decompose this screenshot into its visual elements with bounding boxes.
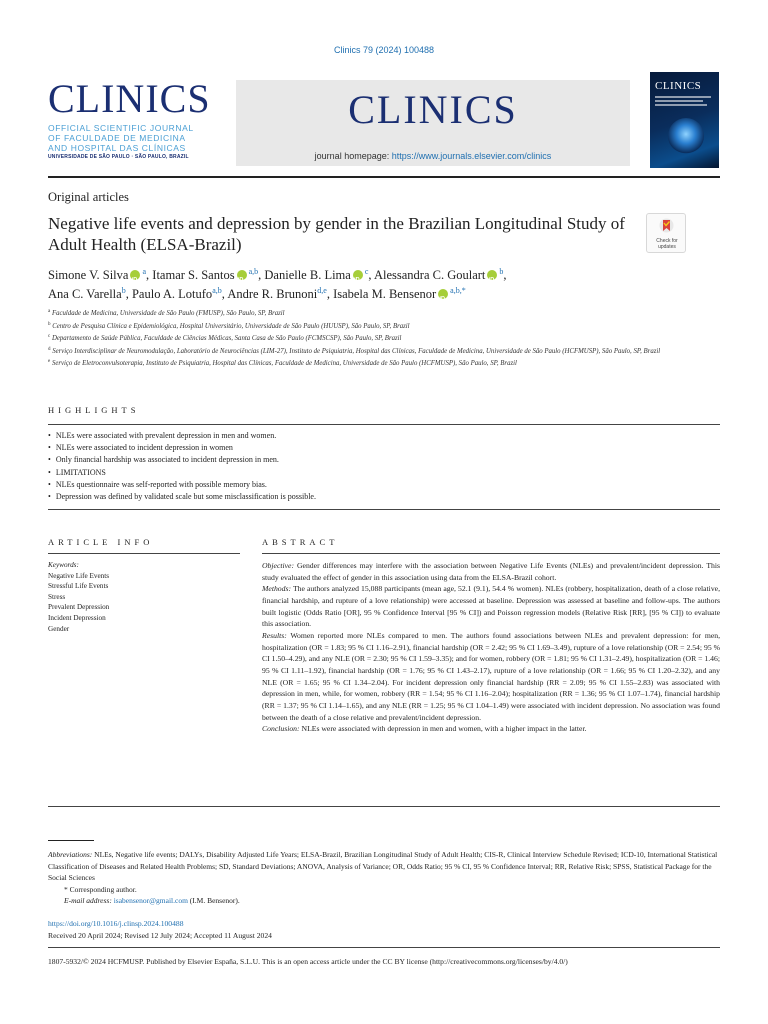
received-dates: Received 20 April 2024; Revised 12 July 2024; Accepted 11 August 2024 [48, 931, 272, 940]
affiliation-text: Serviço de Eletroconvulsoterapia, Instituto de Psiquiatria, Hospital das Clínicas, Faculdade de Medicina, Universidade de São Paulo (HCFMUSP), São Paulo, SP, Brazil [51, 360, 517, 367]
author-affiliation-mark[interactable]: a [142, 267, 147, 276]
author-affiliation-mark[interactable]: c [364, 267, 369, 276]
abstract-methods [262, 583, 720, 630]
journal-reference-link[interactable]: Clinics 79 (2024) 100488 [333, 45, 435, 55]
affiliation-key: e [48, 359, 51, 364]
footnote-rule [48, 840, 94, 841]
affiliation-text: Faculdade de Medicina, Universidade de São Paulo (FMUSP), São Paulo, SP, Brazil [51, 310, 285, 317]
affiliation-item [48, 332, 688, 345]
affiliation-key: b [48, 321, 51, 327]
author-name[interactable]: Itamar S. Santos [152, 268, 235, 282]
divider [48, 806, 720, 807]
cover-text-line [655, 100, 703, 102]
logo-university: UNIVERSIDADE DE SÃO PAULO · SÃO PAULO, BRAZIL [48, 154, 189, 160]
author-affiliation-mark[interactable]: a,b [248, 267, 259, 276]
author-list: Simone V. SilvaiD $^a$, Itamar S. SantosiD $^{a,b}$, Danielle B. LimaiD $^c$, Alessandra C. GoulartiD $^b$, Ana C. Varella$^b$, Paulo A. Lotufo$^{a,b}$, Andre R. Brunoni$^{d,e}$, Isabela M. BensenoriD $^{a,b,*}$ [48, 264, 668, 302]
author-affiliation-mark[interactable]: d,e [317, 286, 327, 295]
author-name[interactable]: Danielle B. Lima [264, 268, 351, 282]
journal-cover-image[interactable] [650, 72, 719, 168]
abstract-objective [262, 560, 720, 583]
author-name[interactable]: Alessandra C. Goulart [373, 268, 486, 282]
abstract-label: Methods: [262, 584, 292, 594]
cover-title: CLINICS [655, 80, 702, 92]
highlight-item: • NLEs were associated to incident depression in women [48, 442, 720, 454]
abstract-conclusion [262, 723, 720, 735]
author-affiliation-mark[interactable]: a,b [212, 286, 222, 295]
abstract-label: Objective: [262, 561, 295, 570]
keyword: Incident Depression [48, 613, 106, 622]
affiliation-item [48, 307, 688, 320]
cover-text-line [655, 96, 711, 98]
crossmark-button[interactable] [646, 213, 686, 253]
banner-title: CLINICS [348, 87, 518, 132]
highlight-item: • LIMITATIONS [48, 467, 720, 479]
logo-subtitle-line: OF FACULDADE DE MEDICINA [48, 133, 186, 143]
affiliation-item [48, 357, 688, 370]
abbreviations-text: NLEs, Negative life events; DALYs, Disability Adjusted Life Years; ELSA-Brazil, Brazilian Longitudinal Study of Adult Health; CIS-R, Clinical Interview Schedule Revised; ICD-10, International Statistical Classification of Diseases and Related Health Problems; SD, Standard Deviations; ANOVA, Analysis of Variance; OR, Odds Ratio; 95 % CI, 95 % Confidence Interval; RR, Relative Risk; SPSS, Statistical Package for the Social Sciences [48, 850, 718, 882]
abstract-label: Conclusion: [262, 724, 300, 734]
highlight-item: • NLEs questionnaire was self-reported with possible memory bias. [48, 479, 720, 491]
crossmark-label: Check for updates [656, 238, 678, 250]
author-name[interactable]: Paulo A. Lotufo [131, 287, 213, 301]
abbreviations-label: Abbreviations: [48, 850, 93, 859]
orcid-icon[interactable] [487, 270, 497, 280]
author-name[interactable]: Andre R. Brunoni [227, 287, 318, 301]
author-affiliation-mark[interactable]: b [121, 286, 126, 295]
author-affiliation-mark[interactable]: b [499, 267, 504, 276]
divider [48, 553, 240, 554]
homepage-label: journal homepage: [314, 151, 390, 161]
author-name[interactable]: Ana C. Varella [48, 287, 122, 301]
affiliation-key: c [48, 334, 51, 339]
affiliation-item [48, 320, 688, 333]
logo-subtitle-line: OFFICIAL SCIENTIFIC JOURNAL [48, 123, 194, 133]
crossmark-icon [659, 218, 674, 236]
divider [48, 509, 720, 510]
abstract-body [262, 560, 720, 735]
keyword: Gender [48, 624, 70, 633]
journal-homepage [236, 151, 630, 161]
keyword: Prevalent Depression [48, 603, 110, 612]
orcid-icon[interactable] [438, 289, 448, 299]
cover-text-line [655, 104, 707, 106]
highlight-item: • Depression was defined by validated scale but some misclassification is possible. [48, 491, 720, 503]
keyword: Stressful Life Events [48, 582, 109, 591]
abstract-text: The authors analyzed 15,088 participants (mean age, 52.1 (9.1), 54.4 % women). NLEs (robbery, hospitalization, death of a close relative, financial hardship, and rupture of a love relationship) were accessed at baseline. Depression was assessed at baseline and follow-ups. The authors built logistic (Odds Ratio [OR], 95 % Confidence Interval [95 % CI]) and Poisson regression models (Relative Risk [RR], [95 % CI]) to evaluate this association. [262, 584, 720, 629]
email-note [48, 895, 720, 907]
abstract-text: NLEs were associated with depression in men and women, with a higher impact in the latter. [299, 724, 587, 734]
email-suffix: (I.M. Bensenor). [187, 896, 240, 905]
author-name[interactable]: Isabela M. Bensenor [333, 287, 437, 301]
abstract-label: Results: [262, 630, 287, 640]
author-name[interactable]: Simone V. Silva [48, 268, 129, 282]
orcid-icon[interactable] [130, 270, 140, 280]
abstract-text: Women reported more NLEs compared to men. The authors found associations between NLEs and prevalent depression: for men, hospitalization (OR = 1.83; 95 % CI 1.16–2.91), financial hardship (OR = 2.42; 95 % CI 1.69–3.49), rupture of a love relationship (OR = 2.54; 95 % CI 1.50–4.29), and any NLE (OR = 2.30; 95 % CI 1.59–3.35); and for women, robbery (OR = 1.81; 95 % CI 1.31–2.49), hospitalization (OR = 1.46; 95 % CI 1.11–1.92), financial hardship (OR = 1.76; 95 % CI 1.43–2.17), rupture of a love relationship (OR = 1.66; 95 % CI 1.20–2.32), and any NLE (OR = 1.65; 95 % CI 1.34–2.04). For incident depression only financial hardship (RR = 2.09; 95 % CI 1.55–2.83) was associated with depression in men, while, for women, robbery (RR = 1.54; 95 % CI 1.16–2.04); hospitalization (RR = 1.36; 95 % CI 1.07–1.74), financial hardship (RR = 1.37; 95 % CI 1.14–1.65), and any NLE (RR = 1.25; 95 % CI 1.04–1.49) were associated with incident depression. No association was found between the death of a close relative and prevalent/incident depression. [262, 630, 720, 722]
keyword: Negative Life Events [48, 571, 110, 580]
highlight-item: • Only financial hardship was associated to incident depression in men. [48, 454, 720, 466]
abstract-results [262, 630, 720, 723]
highlight-item: • NLEs were associated with prevalent depression in men and women. [48, 430, 720, 442]
license-text: 1807-5932/© 2024 HCFMUSP. Published by Elsevier España, S.L.U. This is an open access article under the CC BY license (http://creativecommons.org/licenses/by/4.0/) [48, 957, 568, 966]
keywords-label: Keywords: [48, 561, 79, 569]
divider [48, 424, 720, 425]
doi-link[interactable]: https://doi.org/10.1016/j.clinsp.2024.100488 [48, 919, 184, 928]
affiliation-text: Centro de Pesquisa Clínica e Epidemiológica, Hospital Universitário, Universidade de São Paulo (HUUSP), São Paulo, SP, Brazil [52, 322, 410, 330]
divider [48, 947, 720, 948]
homepage-link[interactable]: https://www.journals.elsevier.com/clinics [391, 151, 552, 161]
keyword: Stress [48, 592, 66, 601]
logo-subtitle-line: AND HOSPITAL DAS CLÍNICAS [48, 143, 186, 153]
corresponding-author-note: * Corresponding author. [64, 884, 137, 894]
footnotes [48, 849, 720, 907]
journal-logo [48, 76, 228, 160]
affiliation-key: d [48, 346, 51, 352]
cover-illustration [668, 118, 704, 154]
affiliation-text: Departamento de Saúde Pública, Faculdade de Ciências Médicas, Santa Casa de São Paulo (FCMSCSP), São Paulo, SP, Brazil [51, 335, 402, 342]
orcid-icon[interactable] [353, 270, 363, 280]
article-info-heading: ARTICLE INFO [48, 537, 154, 547]
author-affiliation-mark[interactable]: a,b,* [450, 286, 466, 295]
email-link[interactable]: isabensenor@gmail.com [113, 896, 188, 905]
logo-title: CLINICS [48, 76, 211, 121]
email-label: E-mail address: [64, 896, 112, 905]
logo-subtitle [48, 123, 228, 153]
affiliation-item [48, 345, 688, 358]
article-section: Original articles [48, 190, 129, 204]
journal-banner [236, 80, 630, 166]
divider [262, 553, 720, 554]
affiliation-list [48, 307, 688, 370]
abbreviations-note [48, 849, 720, 884]
abstract-text: Gender differences may interfere with the association between Negative Life Events (NLEs) and prevalent/incident depression. This study evaluated the effect of gender in this association using data from the ELSA-Brazil cohort. [262, 561, 720, 582]
orcid-icon[interactable] [237, 270, 247, 280]
keywords-block [48, 560, 238, 634]
abstract-heading: ABSTRACT [262, 537, 339, 547]
affiliation-text: Serviço Interdisciplinar de Neuromodulação, Laboratório de Neurociências (LIM-27), Instituto de Psiquiatria, Hospital das Clínicas, Faculdade de Medicina, Universidade de São Paulo (HCFMUSP), São Paulo, SP, Brazil [52, 347, 661, 355]
highlights-list [48, 430, 720, 503]
affiliation-key: a [48, 309, 51, 314]
header-divider [48, 176, 720, 178]
article-title: Negative life events and depression by gender in the Brazilian Longitudinal Study of Adult Health (ELSA-Brazil) [48, 214, 625, 254]
highlights-heading: HIGHLIGHTS [48, 405, 140, 415]
